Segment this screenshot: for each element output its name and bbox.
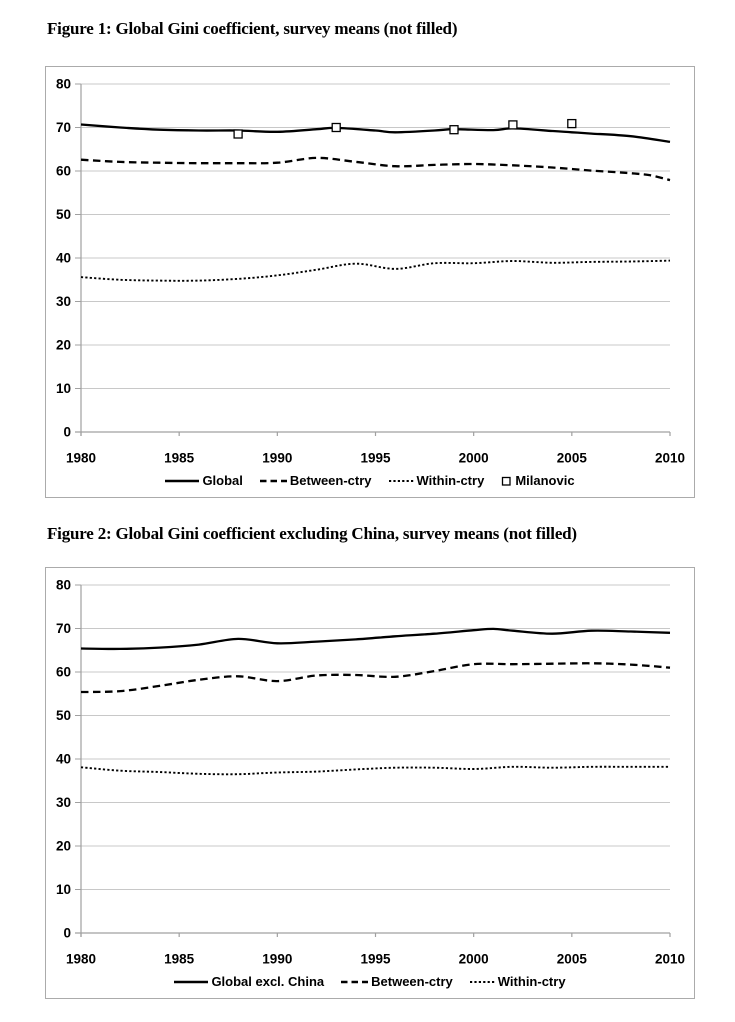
x-tick-label: 2005 [556,951,587,967]
legend [46,472,694,490]
x-axis-tick-labels [66,952,685,967]
y-tick-label: 80 [55,577,71,593]
legend-dotted-line-icon [470,979,495,985]
figure-1-canvas [46,67,694,497]
x-tick-label: 1985 [164,951,195,967]
series-line-global-excl-china [81,629,670,649]
y-tick-label: 70 [55,120,71,136]
legend [46,973,694,991]
y-tick-label: 40 [55,250,71,266]
x-tick-label: 2010 [654,450,686,466]
y-axis-tick-labels [56,77,71,440]
figure-1-title: Figure 1: Global Gini coefficient, survey means (not filled) [47,19,458,38]
x-tick-label: 2000 [458,951,489,967]
y-tick-label: 20 [55,838,71,854]
x-tick-label: 2010 [654,951,686,967]
y-tick-label: 40 [55,751,71,767]
legend-dotted-line-icon [389,478,414,484]
legend-item-between-ctry [341,973,453,991]
x-tick-label: 1980 [65,450,97,466]
x-tick-label: 1995 [360,450,391,466]
x-tick-label: 2005 [556,450,587,466]
series-line-within-ctry [81,767,670,775]
series-line-within-ctry [81,261,670,281]
figure-2-title: Figure 2: Global Gini coefficient excluding China, survey means (not filled) [47,524,577,543]
x-tick-label: 1990 [262,450,293,466]
legend-item-milanovic [501,472,574,490]
legend-label: Global excl. China [211,974,325,989]
y-tick-label: 50 [55,708,71,724]
legend-solid-line-icon [165,478,199,484]
y-tick-label: 0 [63,424,71,440]
legend-item-global [165,472,242,490]
legend-item-between-ctry [260,472,372,490]
legend-item-within-ctry [389,472,485,490]
legend-square-marker-icon [501,476,512,487]
legend-solid-line-icon [174,979,208,985]
series-line-between-ctry [81,663,670,692]
legend-dashed-line-icon [341,979,368,985]
legend-label: Within-ctry [497,974,566,989]
legend-label: Milanovic [515,473,575,488]
x-tick-label: 1995 [360,951,391,967]
y-tick-label: 60 [55,664,71,680]
y-tick-label: 80 [55,76,71,92]
y-tick-label: 30 [55,294,71,310]
y-tick-label: 50 [55,207,71,223]
x-tick-label: 1985 [164,450,195,466]
y-tick-label: 10 [55,381,71,397]
x-tick-label: 2000 [458,450,489,466]
legend-label: Within-ctry [416,473,485,488]
legend-label: Global [202,473,243,488]
legend-label: Between-ctry [289,473,372,488]
legend-dashed-line-icon [260,478,287,484]
y-tick-label: 70 [55,621,71,637]
series-line-between-ctry [81,158,670,180]
axes [75,84,670,436]
legend-label: Between-ctry [371,974,453,989]
x-tick-label: 1990 [262,951,293,967]
y-tick-label: 30 [55,795,71,811]
figure-2-chart [45,567,695,999]
legend-item-within-ctry [470,973,566,991]
y-axis-tick-labels [56,578,71,941]
y-tick-label: 10 [55,882,71,898]
y-tick-label: 0 [63,925,71,941]
figure-1-chart [45,66,695,498]
figure-2-canvas [46,568,694,998]
legend-item-global-excl-china [174,973,324,991]
y-tick-label: 20 [55,337,71,353]
gridlines [75,84,670,432]
y-tick-label: 60 [55,163,71,179]
x-tick-label: 1980 [65,951,97,967]
x-axis-tick-labels [66,451,685,466]
